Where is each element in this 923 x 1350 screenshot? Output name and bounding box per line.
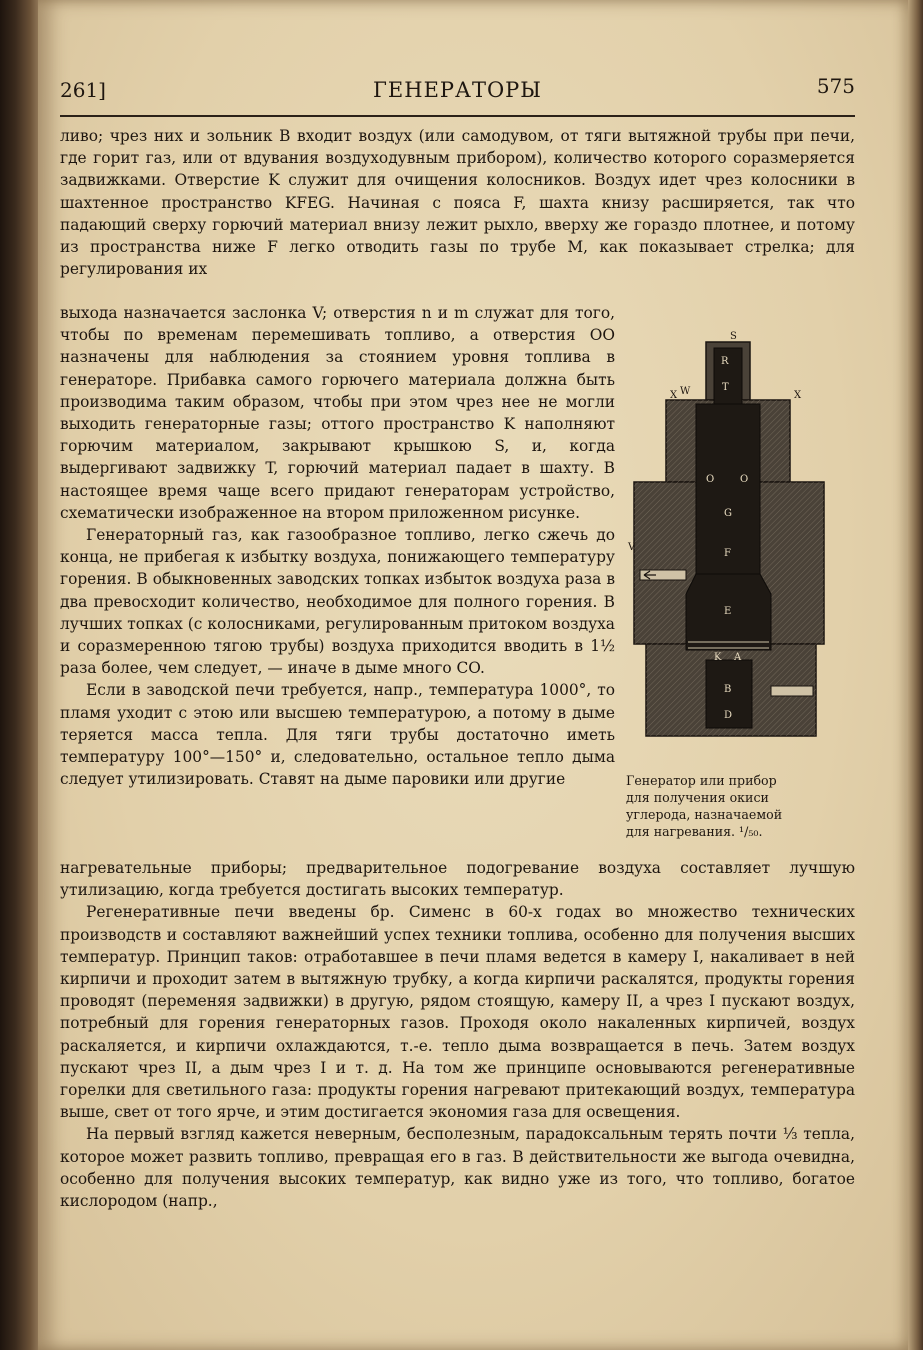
paragraph: Генераторный газ, как газообразное топливо, легко сжечь до конца, не прибегая к избытку воздуха, понижающего температуру горения. В обыкновенных заводских топках избыток воздуха раза в два превосходит количество, необходимое для полного горения. В лучших топках (с колосниками, регулированным притоком воздуха и соразмеренною тягою трубы) воздуха приходится вводить в 1½ раза более, чем следует, — иначе в дыме много CO. <box>60 526 615 678</box>
label-O2: O <box>740 474 749 485</box>
generator-diagram <box>626 330 831 750</box>
section-number: 261] <box>60 78 106 102</box>
label-T: T <box>722 382 729 393</box>
label-S: S <box>730 331 737 342</box>
page-number: 575 <box>816 74 855 98</box>
label-X-left: X <box>670 390 678 401</box>
caption-line: углерода, назначаемой <box>626 807 783 822</box>
paragraph-block-bottom <box>60 857 855 1212</box>
label-A: A <box>734 652 742 663</box>
caption-line: для получения окиси <box>626 790 769 805</box>
header-rule <box>60 115 855 117</box>
paragraph: Если в заводской печи требуется, напр., температура 1000°, то пламя уходит с этою или высшею температурою, а потому в дыме теряется масса тепла. Для тяги трубы достаточно иметь температуру 100°—150° и, следовательно, остальное тепло дыма следует утилизировать. Ставят на дыме паровики или другие <box>60 681 615 789</box>
paragraph-block-narrow <box>60 302 615 790</box>
book-page <box>38 0 908 1350</box>
label-D: D <box>724 710 733 721</box>
caption-line: для нагревания. ¹/₅₀. <box>626 824 763 839</box>
paragraph: Регенеративные печи введены бр. Сименс в 60-х годах во множество технических производств и составляют важнейший успех техники топлива, особенно для получения высших температур. Принцип таков: отработавшее в печи пламя ведется в камеру I, накаливает в ней кирпичи и проходит затем в вытяжную трубку, а когда кирпичи раскалятся, продукты горения проводят (переменяя задвижки) в другую, рядом стоящую, камеру II, а чрез I пускают воздух, потребный для горения генераторных газов. Проходя около накаленных кирпичей, воздух раскаляется, и кирпичи охлаждаются, т.-е. тепло дыма возвращается в печь. Затем воздух пускают чрез II, а дым чрез I и т. д. На том же принципе основываются регенеративные горелки для светильного газа: продукты горения нагревают притекающий воздух, температура выше, свет от того ярче, и этим достигается экономия газа для освещения. <box>60 903 855 1122</box>
label-R: R <box>721 356 729 367</box>
label-B: B <box>724 684 732 695</box>
paragraph: нагревательные приборы; предварительное подогревание воздуха составляет лучшую утилизацию, когда требуется достигать высоких температур. <box>60 859 855 900</box>
paragraph: ливо; чрез них и зольник B входит воздух (или самодувом, от тяги вытяжной трубы при печи, где горит газ, или от вдувания воздуходувным прибором), количество которого соразмеряется задвижками. Отверстие K служит для очищения колосников. Воздух идет чрез колосники в шахтенное пространство KFEG. Начиная с пояса F, шахта книзу расширяется, так что падающий сверху горючий материал внизу лежит рыхло, вверху же гораздо плотнее, и потому из пространства ниже F легко отводить газы по трубе M, как показывает стрелка; для регулирования их <box>60 127 855 279</box>
label-G: G <box>724 508 732 519</box>
page-edge-right <box>908 0 923 1350</box>
paragraph: На первый взгляд кажется неверным, бесполезным, парадоксальным терять почти ⅓ тепла, которое может развить топливо, превращая его в газ. В действительности же выгода очевидна, особенно для получения высоких температур, как видно уже из того, что топливо, богатое кислородом (напр., <box>60 1125 855 1211</box>
figure-caption <box>626 772 831 840</box>
label-E: E <box>724 606 732 617</box>
label-V: V <box>628 542 636 553</box>
running-header <box>60 72 855 108</box>
caption-line: Генератор или прибор <box>626 773 777 788</box>
label-F: F <box>724 548 731 559</box>
label-X-right: X <box>794 390 802 401</box>
label-W: W <box>680 386 691 397</box>
paragraph: выхода назначается заслонка V; отверстия n и m служат для того, чтобы по временам перемешивать топливо, а отверстия OO назначены для наблюдения за стоянием уровня топлива в генераторе. Прибавка самого горючего материала должна быть производима таким образом, чтобы при этом чрез нее не могли выходить генераторные газы; оттого пространство K наполняют горючим материалом, закрывают крышкою S, и, когда выдергивают задвижку T, горючий материал падает в шахту. В настоящее время чаще всего придают генераторам устройство, схематически изображенное на втором приложенном рисунке. <box>60 304 615 522</box>
label-K: K <box>714 652 722 663</box>
paragraph-block-top <box>60 125 855 280</box>
book-spine-shadow <box>0 0 38 1350</box>
label-O: O <box>706 474 715 485</box>
page-title: ГЕНЕРАТОРЫ <box>373 78 542 102</box>
